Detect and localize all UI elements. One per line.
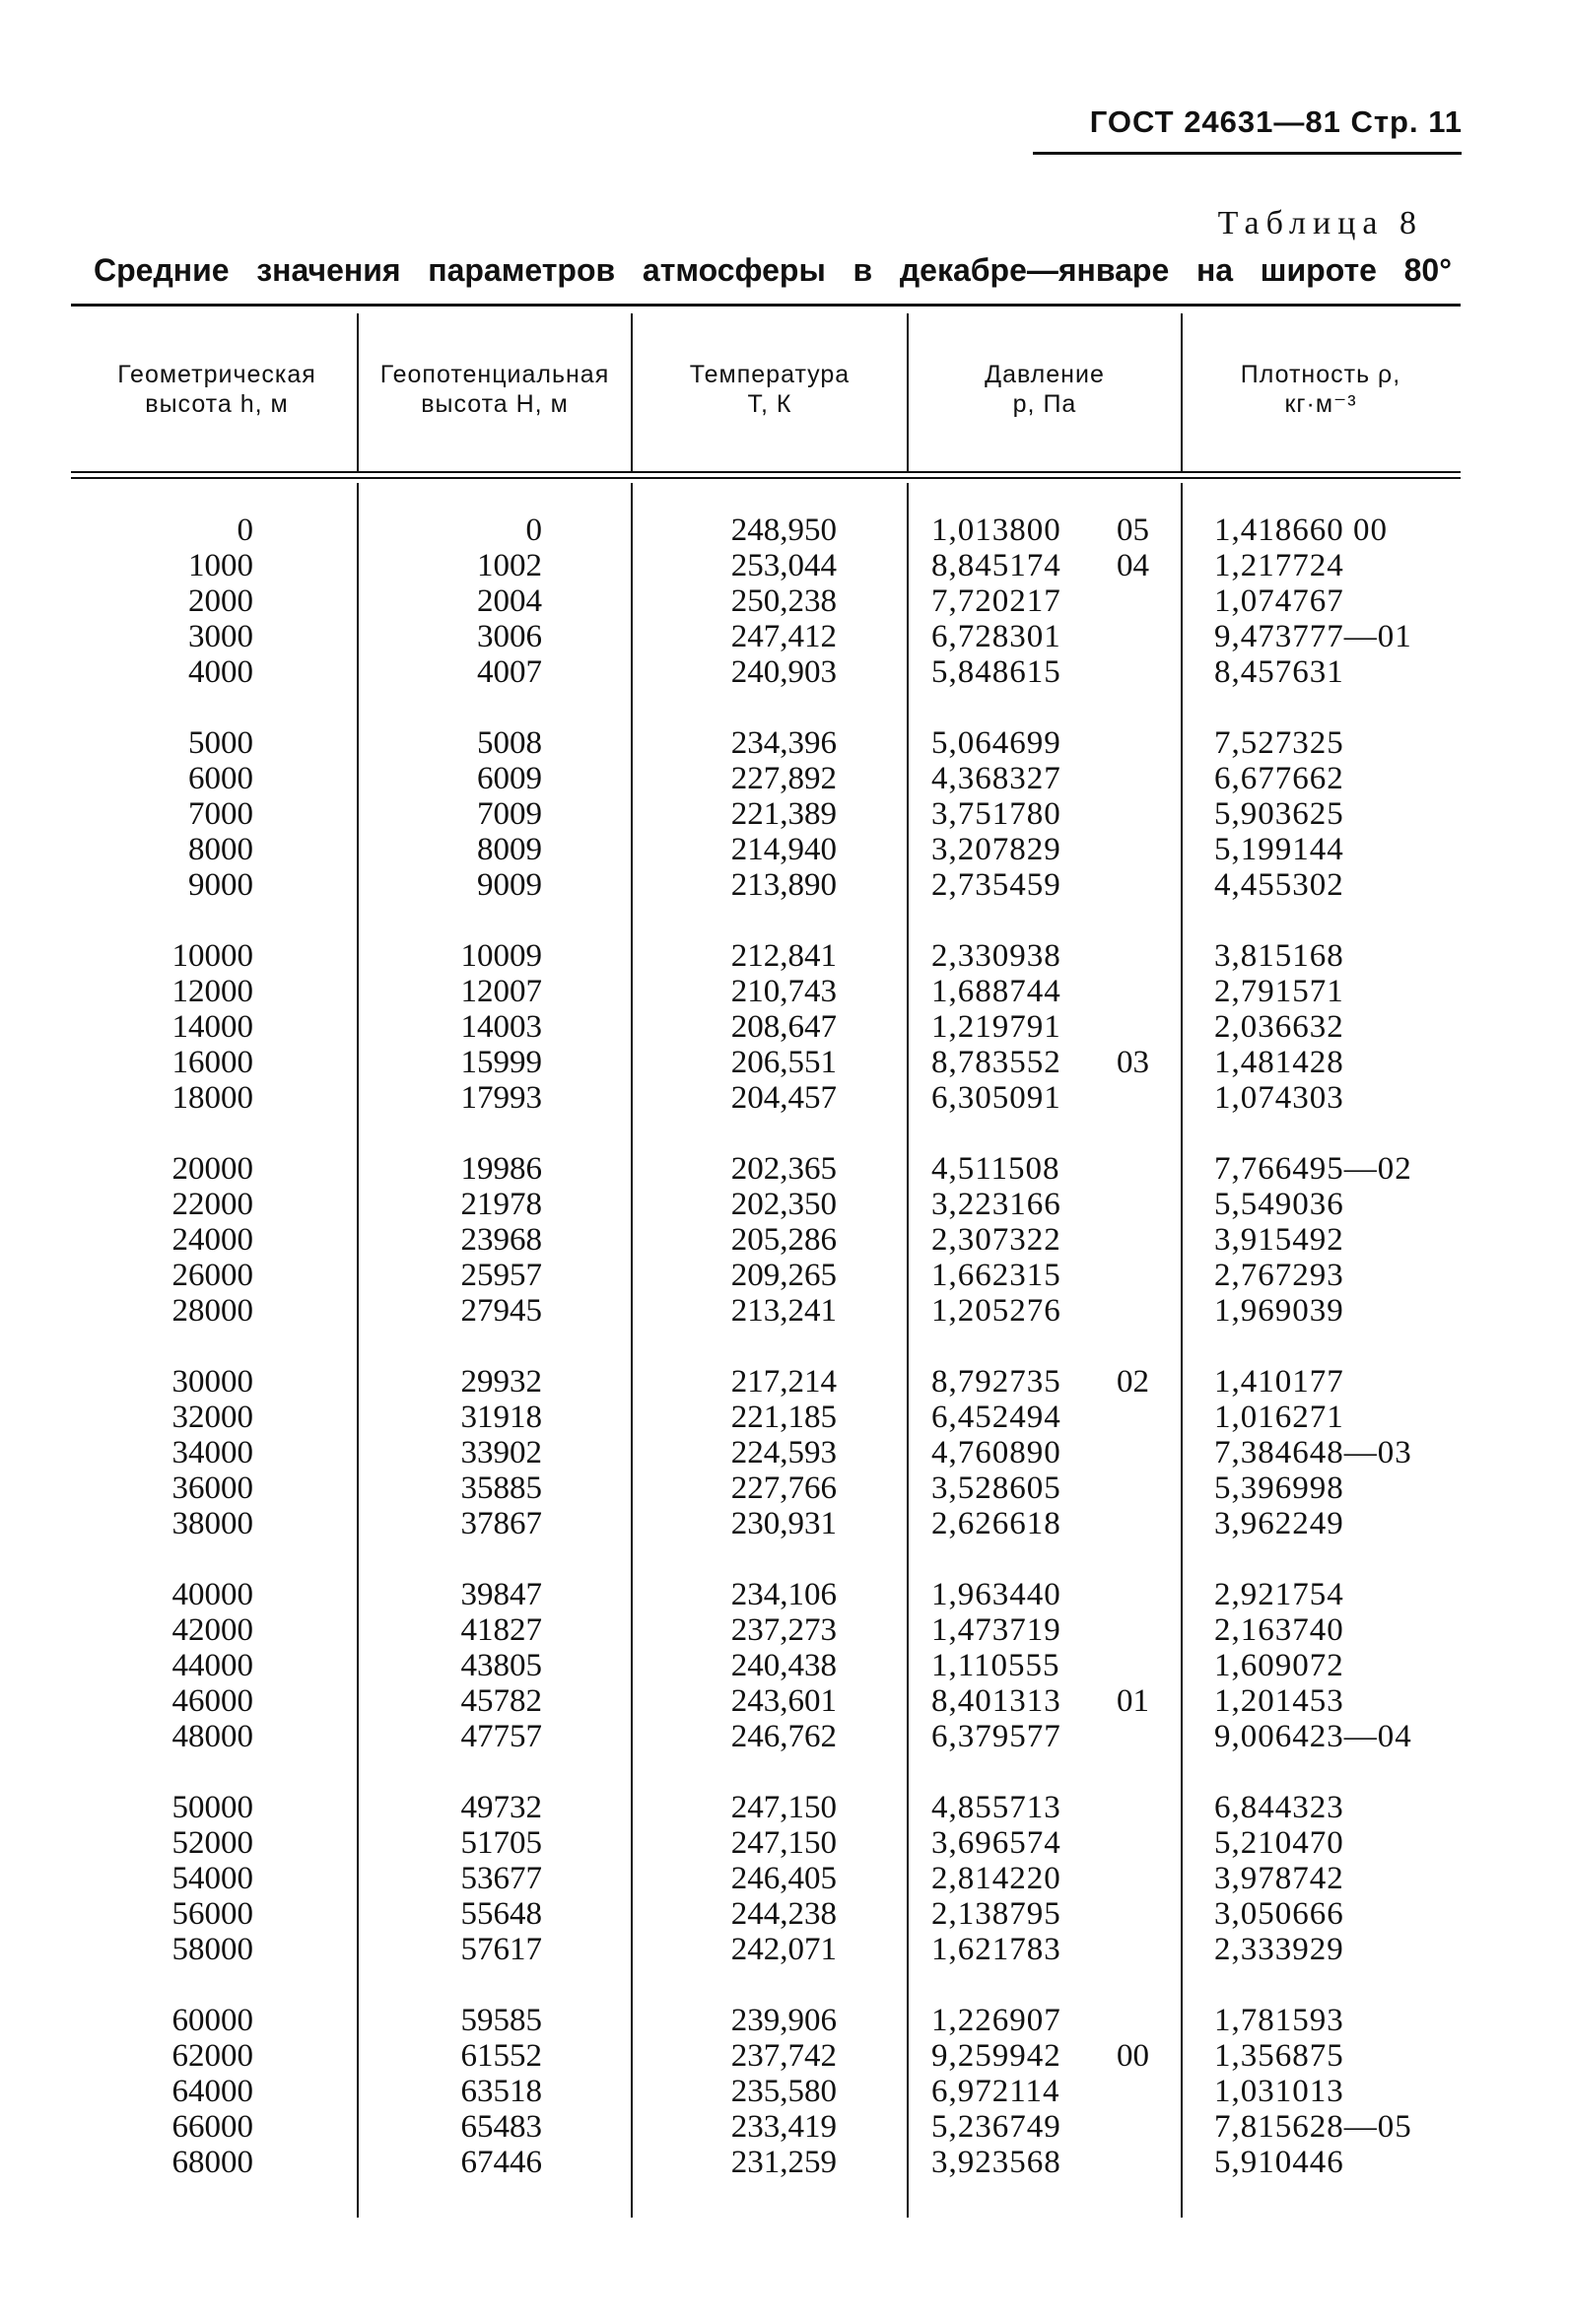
- geometric-height-cell: 44000: [171, 1648, 253, 1683]
- column-header-line: Геометрическая: [117, 361, 316, 388]
- header-rule-2: [71, 477, 1461, 479]
- geopotential-height-cell: 33902: [460, 1435, 542, 1470]
- geopotential-height-cell: 39847: [460, 1577, 542, 1612]
- temperature-cell: 246,762: [730, 1719, 837, 1754]
- geopotential-height-cell: 9009: [477, 867, 542, 903]
- density-cell: 2,036632: [1214, 1009, 1344, 1045]
- geopotential-height-cell: 12007: [460, 974, 542, 1009]
- pressure-cell: 2,330938: [931, 938, 1061, 974]
- temperature-cell: 237,742: [730, 2038, 837, 2074]
- table-row: [0, 2003, 1569, 2038]
- density-cell: 1,074303: [1214, 1080, 1344, 1116]
- geopotential-height-cell: 23968: [460, 1222, 542, 1258]
- column-header-line: высота h, м: [145, 390, 289, 418]
- geopotential-height-cell: 35885: [460, 1470, 542, 1506]
- pressure-exponent-cell: 05: [1117, 513, 1149, 548]
- table-row: [0, 2145, 1569, 2180]
- geopotential-height-cell: 43805: [460, 1648, 542, 1683]
- column-header-line: Геопотенциальная: [379, 361, 610, 388]
- table-row: [0, 1790, 1569, 1825]
- pressure-cell: 3,207829: [931, 832, 1061, 867]
- geometric-height-cell: 36000: [171, 1470, 253, 1506]
- temperature-cell: 217,214: [730, 1364, 837, 1400]
- geopotential-height-cell: 41827: [460, 1612, 542, 1648]
- row-group: [0, 725, 1569, 903]
- temperature-cell: 209,265: [730, 1258, 837, 1293]
- pressure-cell: 3,696574: [931, 1825, 1061, 1861]
- table-row: [0, 1435, 1569, 1470]
- geometric-height-cell: 9000: [188, 867, 253, 903]
- table-row: [0, 1293, 1569, 1329]
- geometric-height-cell: 62000: [171, 2038, 253, 2074]
- density-cell: 5,199144: [1214, 832, 1344, 867]
- row-group: [0, 1577, 1569, 1754]
- density-cell: 1,031013: [1214, 2074, 1344, 2109]
- density-cell: 1,410177: [1214, 1364, 1344, 1400]
- row-group: [0, 1151, 1569, 1329]
- pressure-cell: 6,305091: [931, 1080, 1061, 1116]
- temperature-cell: 247,412: [730, 619, 837, 654]
- temperature-cell: 233,419: [730, 2109, 837, 2145]
- density-cell: 5,210470: [1214, 1825, 1344, 1861]
- density-cell: 7,815628—05: [1214, 2109, 1412, 2145]
- column-header-line: Давление: [985, 361, 1105, 388]
- density-cell: 1,481428: [1214, 1045, 1344, 1080]
- pressure-cell: 8,783552: [931, 1045, 1061, 1080]
- header-rule-1: [71, 471, 1461, 473]
- temperature-cell: 224,593: [730, 1435, 837, 1470]
- geopotential-height-cell: 2004: [477, 583, 542, 619]
- geometric-height-cell: 8000: [188, 832, 253, 867]
- row-group: [0, 513, 1569, 690]
- row-group: [0, 1790, 1569, 1967]
- geopotential-height-cell: 45782: [460, 1683, 542, 1719]
- pressure-exponent-cell: 00: [1117, 2038, 1149, 2074]
- pressure-cell: 2,626618: [931, 1506, 1061, 1541]
- temperature-cell: 230,931: [730, 1506, 837, 1541]
- density-cell: 9,006423—04: [1214, 1719, 1412, 1754]
- geometric-height-cell: 34000: [171, 1435, 253, 1470]
- table-row: [0, 1648, 1569, 1683]
- temperature-cell: 237,273: [730, 1612, 837, 1648]
- pressure-cell: 2,735459: [931, 867, 1061, 903]
- table-row: [0, 1577, 1569, 1612]
- table-row: [0, 1258, 1569, 1293]
- table-row: [0, 938, 1569, 974]
- density-cell: 9,473777—01: [1214, 619, 1412, 654]
- geometric-height-cell: 38000: [171, 1506, 253, 1541]
- density-cell: 2,163740: [1214, 1612, 1344, 1648]
- geopotential-height-cell: 65483: [460, 2109, 542, 2145]
- table-row: [0, 619, 1569, 654]
- table-row: [0, 654, 1569, 690]
- geometric-height-cell: 50000: [171, 1790, 253, 1825]
- geometric-height-cell: 0: [237, 513, 253, 548]
- column-header-line: Температура: [689, 361, 851, 388]
- row-group: [0, 938, 1569, 1116]
- density-cell: 7,384648—03: [1214, 1435, 1412, 1470]
- table-row: [0, 867, 1569, 903]
- temperature-cell: 243,601: [730, 1683, 837, 1719]
- geopotential-height-cell: 7009: [477, 796, 542, 832]
- geopotential-height-cell: 25957: [460, 1258, 542, 1293]
- temperature-cell: 250,238: [730, 583, 837, 619]
- pressure-cell: 1,226907: [931, 2003, 1061, 2038]
- geometric-height-cell: 48000: [171, 1719, 253, 1754]
- geopotential-height-cell: 15999: [460, 1045, 542, 1080]
- density-cell: 1,781593: [1214, 2003, 1344, 2038]
- density-cell: 3,815168: [1214, 938, 1344, 974]
- table-row: [0, 548, 1569, 583]
- geometric-height-cell: 7000: [188, 796, 253, 832]
- table-title: Средние значения параметров атмосферы в декабре—январе на широте 80°: [94, 252, 1452, 288]
- table-row: [0, 1506, 1569, 1541]
- column-header-geopotential-height: [359, 360, 631, 419]
- table-row: [0, 1151, 1569, 1187]
- table-row: [0, 1400, 1569, 1435]
- geometric-height-cell: 24000: [171, 1222, 253, 1258]
- pressure-exponent-cell: 03: [1117, 1045, 1149, 1080]
- geometric-height-cell: 42000: [171, 1612, 253, 1648]
- temperature-cell: 246,405: [730, 1861, 837, 1896]
- geometric-height-cell: 20000: [171, 1151, 253, 1187]
- geometric-height-cell: 30000: [171, 1364, 253, 1400]
- geopotential-height-cell: 19986: [460, 1151, 542, 1187]
- geometric-height-cell: 2000: [188, 583, 253, 619]
- geometric-height-cell: 5000: [188, 725, 253, 761]
- column-header-temperature: [633, 360, 907, 419]
- column-header-geometric-height: [79, 360, 355, 419]
- geometric-height-cell: 14000: [171, 1009, 253, 1045]
- density-cell: 3,978742: [1214, 1861, 1344, 1896]
- geopotential-height-cell: 47757: [460, 1719, 542, 1754]
- geometric-height-cell: 56000: [171, 1896, 253, 1932]
- temperature-cell: 202,365: [730, 1151, 837, 1187]
- geometric-height-cell: 18000: [171, 1080, 253, 1116]
- geometric-height-cell: 22000: [171, 1187, 253, 1222]
- pressure-cell: 1,963440: [931, 1577, 1061, 1612]
- geometric-height-cell: 4000: [188, 654, 253, 690]
- pressure-cell: 1,621783: [931, 1932, 1061, 1967]
- geometric-height-cell: 58000: [171, 1932, 253, 1967]
- table-row: [0, 1825, 1569, 1861]
- pressure-cell: 6,379577: [931, 1719, 1061, 1754]
- density-cell: 3,962249: [1214, 1506, 1344, 1541]
- pressure-cell: 7,720217: [931, 583, 1061, 619]
- density-cell: 2,791571: [1214, 974, 1344, 1009]
- density-cell: 1,016271: [1214, 1400, 1344, 1435]
- pressure-cell: 5,064699: [931, 725, 1061, 761]
- temperature-cell: 206,551: [730, 1045, 837, 1080]
- page-header: ГОСТ 24631—81 Стр. 11: [1089, 104, 1463, 139]
- table-top-rule: [71, 304, 1461, 307]
- pressure-cell: 1,110555: [931, 1648, 1060, 1683]
- temperature-cell: 221,185: [730, 1400, 837, 1435]
- temperature-cell: 212,841: [730, 938, 837, 974]
- table-row: [0, 1470, 1569, 1506]
- pressure-cell: 3,751780: [931, 796, 1061, 832]
- geopotential-height-cell: 53677: [460, 1861, 542, 1896]
- temperature-cell: 227,766: [730, 1470, 837, 1506]
- geometric-height-cell: 66000: [171, 2109, 253, 2145]
- geopotential-height-cell: 31918: [460, 1400, 542, 1435]
- table-row: [0, 583, 1569, 619]
- pressure-cell: 6,728301: [931, 619, 1061, 654]
- density-cell: 1,969039: [1214, 1293, 1344, 1329]
- geopotential-height-cell: 27945: [460, 1293, 542, 1329]
- row-group: [0, 1364, 1569, 1541]
- density-cell: 3,050666: [1214, 1896, 1344, 1932]
- geometric-height-cell: 10000: [171, 938, 253, 974]
- temperature-cell: 227,892: [730, 761, 837, 796]
- temperature-cell: 244,238: [730, 1896, 837, 1932]
- temperature-cell: 210,743: [730, 974, 837, 1009]
- temperature-cell: 240,438: [730, 1648, 837, 1683]
- density-cell: 6,677662: [1214, 761, 1344, 796]
- pressure-cell: 4,760890: [931, 1435, 1061, 1470]
- temperature-cell: 208,647: [730, 1009, 837, 1045]
- geopotential-height-cell: 49732: [460, 1790, 542, 1825]
- temperature-cell: 247,150: [730, 1825, 837, 1861]
- table-row: [0, 1222, 1569, 1258]
- density-cell: 7,527325: [1214, 725, 1344, 761]
- temperature-cell: 242,071: [730, 1932, 837, 1967]
- density-cell: 8,457631: [1214, 654, 1344, 690]
- geometric-height-cell: 32000: [171, 1400, 253, 1435]
- table-row: [0, 2074, 1569, 2109]
- pressure-cell: 2,814220: [931, 1861, 1061, 1896]
- pressure-exponent-cell: 01: [1117, 1683, 1149, 1719]
- pressure-cell: 8,845174: [931, 548, 1061, 583]
- geopotential-height-cell: 17993: [460, 1080, 542, 1116]
- density-cell: 5,910446: [1214, 2145, 1344, 2180]
- density-cell: 1,201453: [1214, 1683, 1344, 1719]
- table-row: [0, 761, 1569, 796]
- column-header-pressure: [909, 360, 1181, 419]
- pressure-cell: 5,236749: [931, 2109, 1061, 2145]
- geopotential-height-cell: 4007: [477, 654, 542, 690]
- pressure-cell: 8,792735: [931, 1364, 1061, 1400]
- temperature-cell: 247,150: [730, 1790, 837, 1825]
- table-row: [0, 832, 1569, 867]
- geometric-height-cell: 1000: [188, 548, 253, 583]
- geopotential-height-cell: 14003: [460, 1009, 542, 1045]
- density-cell: 1,074767: [1214, 583, 1344, 619]
- pressure-cell: 4,855713: [931, 1790, 1061, 1825]
- density-cell: 2,767293: [1214, 1258, 1344, 1293]
- geopotential-height-cell: 6009: [477, 761, 542, 796]
- geopotential-height-cell: 0: [525, 513, 542, 548]
- table-row: [0, 1612, 1569, 1648]
- density-cell: 1,418660 00: [1214, 513, 1388, 548]
- density-cell: 1,356875: [1214, 2038, 1344, 2074]
- geopotential-height-cell: 10009: [460, 938, 542, 974]
- table-row: [0, 1896, 1569, 1932]
- geopotential-height-cell: 5008: [477, 725, 542, 761]
- temperature-cell: 231,259: [730, 2145, 837, 2180]
- density-cell: 1,217724: [1214, 548, 1344, 583]
- column-header-line: высота H, м: [421, 390, 569, 418]
- temperature-cell: 239,906: [730, 2003, 837, 2038]
- density-cell: 3,915492: [1214, 1222, 1344, 1258]
- geometric-height-cell: 46000: [171, 1683, 253, 1719]
- table-row: [0, 1683, 1569, 1719]
- temperature-cell: 248,950: [730, 513, 837, 548]
- geometric-height-cell: 6000: [188, 761, 253, 796]
- pressure-cell: 1,662315: [931, 1258, 1061, 1293]
- column-header-density: [1183, 360, 1459, 419]
- density-cell: 5,396998: [1214, 1470, 1344, 1506]
- temperature-cell: 204,457: [730, 1080, 837, 1116]
- temperature-cell: 240,903: [730, 654, 837, 690]
- geopotential-height-cell: 21978: [460, 1187, 542, 1222]
- pressure-cell: 1,473719: [931, 1612, 1061, 1648]
- pressure-cell: 5,848615: [931, 654, 1061, 690]
- table-row: [0, 1719, 1569, 1754]
- temperature-cell: 234,106: [730, 1577, 837, 1612]
- temperature-cell: 205,286: [730, 1222, 837, 1258]
- density-cell: 2,333929: [1214, 1932, 1344, 1967]
- table-row: [0, 1080, 1569, 1116]
- geopotential-height-cell: 57617: [460, 1932, 542, 1967]
- table-row: [0, 796, 1569, 832]
- geopotential-height-cell: 3006: [477, 619, 542, 654]
- geometric-height-cell: 28000: [171, 1293, 253, 1329]
- geopotential-height-cell: 29932: [460, 1364, 542, 1400]
- table-row: [0, 2109, 1569, 2145]
- temperature-cell: 214,940: [730, 832, 837, 867]
- pressure-cell: 6,972114: [931, 2074, 1060, 2109]
- pressure-cell: 3,223166: [931, 1187, 1061, 1222]
- pressure-cell: 1,219791: [931, 1009, 1061, 1045]
- table-row: [0, 974, 1569, 1009]
- pressure-cell: 6,452494: [931, 1400, 1061, 1435]
- pressure-cell: 9,259942: [931, 2038, 1061, 2074]
- header-rule: [1033, 152, 1462, 155]
- table-row: [0, 725, 1569, 761]
- density-cell: 1,609072: [1214, 1648, 1344, 1683]
- geometric-height-cell: 3000: [188, 619, 253, 654]
- geometric-height-cell: 26000: [171, 1258, 253, 1293]
- table-row: [0, 1187, 1569, 1222]
- geopotential-height-cell: 63518: [460, 2074, 542, 2109]
- geopotential-height-cell: 1002: [477, 548, 542, 583]
- table-number: Таблица 8: [1217, 205, 1423, 241]
- pressure-cell: 1,205276: [931, 1293, 1061, 1329]
- geometric-height-cell: 64000: [171, 2074, 253, 2109]
- density-cell: 6,844323: [1214, 1790, 1344, 1825]
- column-header-line: Плотность ρ,: [1240, 361, 1401, 388]
- table-row: [0, 1009, 1569, 1045]
- temperature-cell: 202,350: [730, 1187, 837, 1222]
- temperature-cell: 221,389: [730, 796, 837, 832]
- temperature-cell: 213,241: [730, 1293, 837, 1329]
- geometric-height-cell: 52000: [171, 1825, 253, 1861]
- geopotential-height-cell: 8009: [477, 832, 542, 867]
- table-row: [0, 1861, 1569, 1896]
- geopotential-height-cell: 37867: [460, 1506, 542, 1541]
- pressure-cell: 3,923568: [931, 2145, 1061, 2180]
- table-row: [0, 2038, 1569, 2074]
- geometric-height-cell: 40000: [171, 1577, 253, 1612]
- geopotential-height-cell: 59585: [460, 2003, 542, 2038]
- pressure-cell: 8,401313: [931, 1683, 1061, 1719]
- table-row: [0, 513, 1569, 548]
- geopotential-height-cell: 51705: [460, 1825, 542, 1861]
- temperature-cell: 253,044: [730, 548, 837, 583]
- pressure-exponent-cell: 04: [1117, 548, 1149, 583]
- temperature-cell: 234,396: [730, 725, 837, 761]
- column-header-line: кг·м⁻³: [1284, 390, 1357, 418]
- geometric-height-cell: 12000: [171, 974, 253, 1009]
- table-row: [0, 1364, 1569, 1400]
- pressure-cell: 1,688744: [931, 974, 1061, 1009]
- density-cell: 7,766495—02: [1214, 1151, 1412, 1187]
- pressure-cell: 4,511508: [931, 1151, 1060, 1187]
- geopotential-height-cell: 61552: [460, 2038, 542, 2074]
- geopotential-height-cell: 55648: [460, 1896, 542, 1932]
- density-cell: 5,903625: [1214, 796, 1344, 832]
- table-row: [0, 1932, 1569, 1967]
- pressure-cell: 3,528605: [931, 1470, 1061, 1506]
- geopotential-height-cell: 67446: [460, 2145, 542, 2180]
- row-group: [0, 2003, 1569, 2180]
- pressure-exponent-cell: 02: [1117, 1364, 1149, 1400]
- pressure-cell: 1,013800: [931, 513, 1061, 548]
- density-cell: 4,455302: [1214, 867, 1344, 903]
- column-header-line: p, Па: [1012, 390, 1077, 418]
- geometric-height-cell: 60000: [171, 2003, 253, 2038]
- pressure-cell: 2,307322: [931, 1222, 1061, 1258]
- geometric-height-cell: 68000: [171, 2145, 253, 2180]
- temperature-cell: 235,580: [730, 2074, 837, 2109]
- geometric-height-cell: 16000: [171, 1045, 253, 1080]
- pressure-cell: 2,138795: [931, 1896, 1061, 1932]
- table-row: [0, 1045, 1569, 1080]
- density-cell: 5,549036: [1214, 1187, 1344, 1222]
- pressure-cell: 4,368327: [931, 761, 1061, 796]
- density-cell: 2,921754: [1214, 1577, 1344, 1612]
- geometric-height-cell: 54000: [171, 1861, 253, 1896]
- temperature-cell: 213,890: [730, 867, 837, 903]
- column-header-line: T, К: [747, 390, 792, 418]
